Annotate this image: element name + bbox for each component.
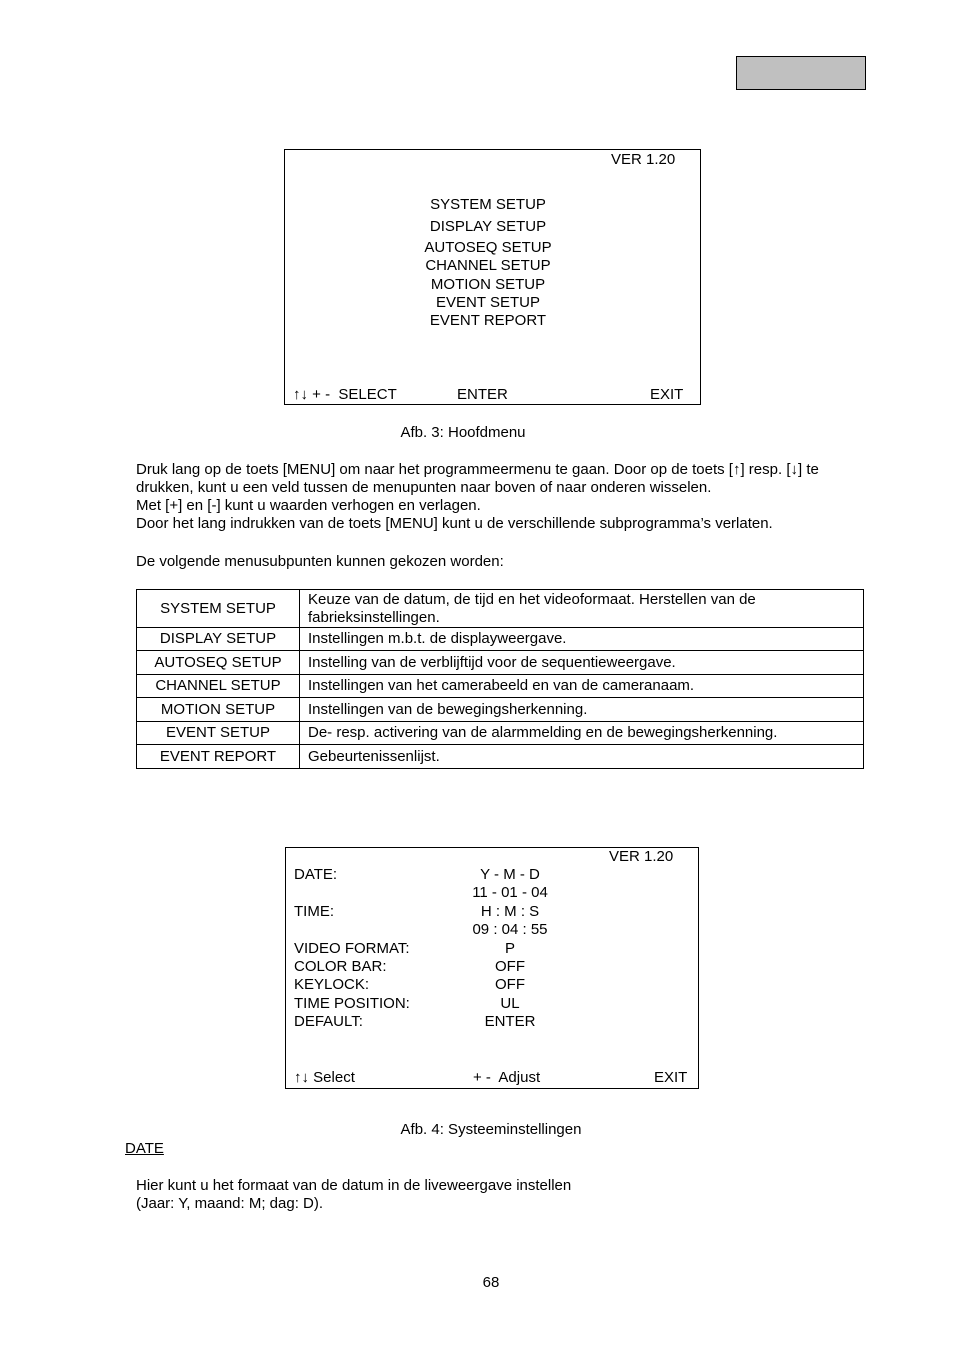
submenu-description: Instellingen van de bewegingsherkenning. [300,698,864,722]
table-row [137,675,864,698]
setting-label: DATE: [294,866,338,883]
setting-row-video-format[interactable] [294,940,694,958]
system-settings-list [294,866,694,1032]
submenu-name: EVENT REPORT [137,745,300,769]
submenu-name: DISPLAY SETUP [137,628,300,651]
setting-value: 11 - 01 - 04 [472,884,548,902]
menu-item-event-setup[interactable]: EVENT SETUP [436,293,540,311]
main-menu-list [285,196,691,330]
setting-value: 09 : 04 : 55 [472,921,548,939]
date-line-2: (Jaar: Y, maand: M; dag: D). [136,1195,324,1212]
submenu-description: De- resp. activering van de alarmmelding en de bewegingsherkenning. [300,722,864,745]
system-setup-screen [285,847,699,1089]
table-row [137,590,864,628]
submenu-name: EVENT SETUP [137,722,300,745]
intro-line-1: Druk lang op de toets [MENU] om naar het programmeermenu te gaan. Door op de toets [↑] resp. [↓] te [136,461,819,478]
menu-item-system-setup[interactable]: SYSTEM SETUP [430,196,546,213]
table-row [137,698,864,722]
date-paragraph [136,1177,876,1213]
setting-value: UL [500,994,520,1012]
setting-value: Y - M - D [480,866,540,883]
setting-row-time-position[interactable] [294,995,694,1013]
submenu-name: SYSTEM SETUP [137,590,300,628]
main-menu-exit-hint: EXIT [650,386,684,403]
main-menu-screen [284,149,701,405]
setting-label: DEFAULT: [294,1013,363,1031]
menu-item-channel-setup[interactable]: CHANNEL SETUP [425,257,551,275]
setting-value: ENTER [484,1013,536,1031]
submenu-description: Gebeurtenissenlijst. [300,745,864,769]
setting-value: H : M : S [480,902,540,920]
setting-label: KEYLOCK: [294,976,370,994]
setting-row-keylock[interactable] [294,976,694,994]
submenu-description: Instellingen m.b.t. de displayweergave. [300,628,864,651]
section-heading-date: DATE [125,1140,164,1157]
menu-item-display-setup[interactable]: DISPLAY SETUP [429,218,547,235]
submenu-name: CHANNEL SETUP [137,675,300,698]
submenu-description: Instellingen van het camerabeeld en van de cameranaam. [300,675,864,698]
setting-label: TIME POSITION: [294,994,410,1012]
main-menu-select-hint: ↑↓ + - SELECT [293,386,397,403]
submenu-table [136,589,864,769]
setting-row-color-bar[interactable] [294,958,694,976]
setting-value: OFF [495,976,525,994]
setting-label: TIME: [294,902,334,920]
main-menu-version: VER 1.20 [611,151,676,168]
menu-item-event-report[interactable]: EVENT REPORT [429,312,547,330]
submenu-description: Keuze van de datum, de tijd en het videoformaat. Herstellen van de fabrieksinstellingen. [300,590,864,628]
system-menu-adjust-hint: + - Adjust [473,1069,541,1086]
intro-line-4: Door het lang indrukken van de toets [MENU] kunt u de verschillende subprogramma’s verlaten. [136,515,773,532]
setting-row-default[interactable] [294,1013,694,1031]
submenu-name: AUTOSEQ SETUP [137,651,300,675]
intro-paragraph [136,461,876,533]
submenu-description: Instelling van de verblijftijd voor de sequentieweergave. [300,651,864,675]
setting-value: P [504,939,515,957]
setting-value: OFF [495,957,525,975]
setting-label: COLOR BAR: [294,957,387,975]
setting-row-time[interactable] [294,903,694,921]
system-menu-select-hint: ↑↓ Select [294,1069,355,1086]
main-menu-enter-hint: ENTER [457,386,508,403]
intro-line-2: drukken, kunt u een veld tussen de menupunten naar boven of naar onderen wisselen. [136,479,712,496]
setting-label: VIDEO FORMAT: [294,939,410,957]
table-row [137,722,864,745]
submenu-name: MOTION SETUP [137,698,300,722]
intro-line-3: Met [+] en [-] kunt u waarden verhogen en verlagen. [136,497,481,514]
submenu-intro: De volgende menusubpunten kunnen gekozen worden: [136,553,504,570]
setting-row-date[interactable] [294,866,694,884]
system-menu-version: VER 1.20 [609,848,674,865]
table-row [137,745,864,769]
setting-row-date-value[interactable] [294,884,694,902]
page-number: 68 [482,1274,500,1291]
figure-caption-3: Afb. 3: Hoofdmenu [400,424,526,441]
menu-item-autoseq-setup[interactable]: AUTOSEQ SETUP [424,239,552,256]
setting-row-time-value[interactable] [294,921,694,939]
date-line-1: Hier kunt u het formaat van de datum in de liveweergave instellen [136,1177,572,1194]
menu-item-motion-setup[interactable]: MOTION SETUP [430,275,546,293]
figure-caption-4: Afb. 4: Systeeminstellingen [400,1121,582,1138]
table-row [137,651,864,675]
table-row [137,628,864,651]
system-menu-exit-hint: EXIT [654,1069,688,1086]
header-tab [736,56,866,90]
